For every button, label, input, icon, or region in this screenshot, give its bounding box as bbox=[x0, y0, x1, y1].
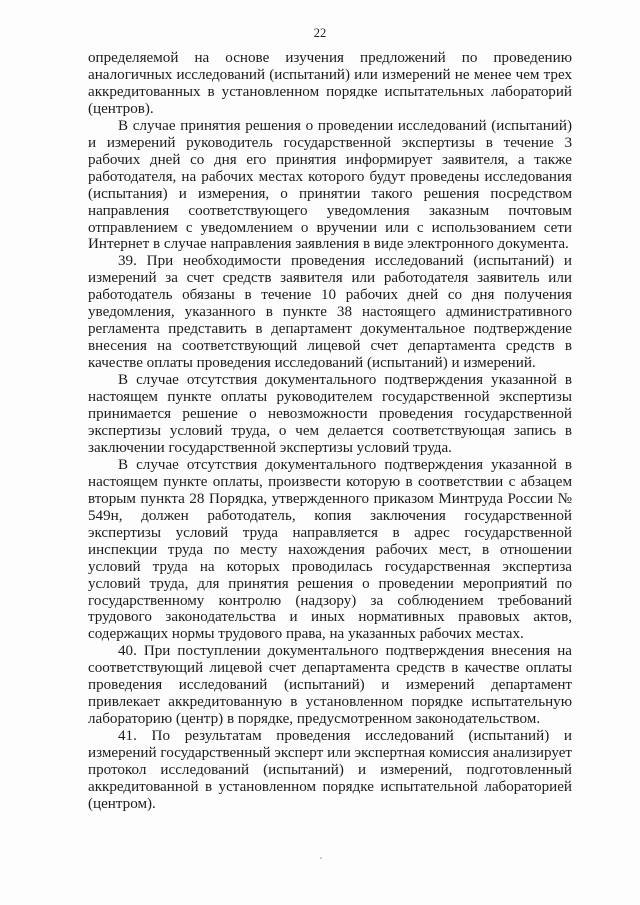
paragraph-decision-notice: В случае принятия решения о проведении исследований (испытаний) и измерений руководитель государственной экспертизы в течение 3 рабочих дней со дня его принятия информирует заявителя, а также работодателя, на рабочих местах которого будут проведены исследования (испытания) и измерения, о принятии такого решения посредством направления соответствующего уведомления заказным почтовым отправлением с уведомлением о вручении или с использованием сети Интернет в случае направления заявления в виде электронного документа. bbox=[88, 117, 572, 253]
paragraph-41: 41. По результатам проведения исследований (испытаний) и измерений государственный эксперт или экспертная комиссия анализирует протокол исследований (испытаний) и измерений, подготовленный аккредитованной в установленном порядке испытательной лабораторией (центром). bbox=[88, 728, 572, 812]
paragraph-continuation: определяемой на основе изучения предложений по проведению аналогичных исследований (испытаний) или измерений не менее чем трех аккредитованных в установленном порядке испытательных лабораторий (центров). bbox=[88, 50, 572, 117]
paragraph-no-payment-impossibility: В случае отсутствия документального подтверждения указанной в настоящем пункте оплаты руководителем государственной экспертизы принимается решение о невозможности проведения государственной экспертизы условий труда, о чем делается соответствующая запись в заключении государственной экспертизы условий труда. bbox=[88, 372, 572, 456]
paragraph-no-payment-inspection: В случае отсутствия документального подтверждения указанной в настоящем пункте оплаты, произвести которую в соответствии с абзацем вторым пункта 28 Порядка, утвержденного приказом Минтруда России № 549н, должен работодатель, копия заключения государственной экспертизы условий труда направляется в адрес государственной инспекции труда по месту нахождения рабочих мест, в отношении условий труда на которых проводилась государственная экспертиза условий труда, для принятия решения о проведении мероприятий по государственному контролю (надзору) за соблюдением требований трудового законодательства и иных нормативных правовых актов, содержащих нормы трудового права, на указанных рабочих местах. bbox=[88, 456, 572, 643]
paragraph-40: 40. При поступлении документального подтверждения внесения на соответствующий лицевой счет департамента средств в качестве оплаты проведения исследований (испытаний) и измерений департамент привлекает аккредитованную в установленном порядке испытательную лабораторию (центр) в порядке, предусмотренном законодательством. bbox=[88, 643, 572, 728]
body-text bbox=[88, 50, 572, 813]
scan-speck bbox=[320, 857, 322, 859]
page-number: 22 bbox=[313, 26, 327, 40]
paragraph-39: 39. При необходимости проведения исследований (испытаний) и измерений за счет средств заявителя или работодателя заявитель или работодатель обязаны в течение 10 рабочих дней со дня получения уведомления, указанного в пункте 38 настоящего административного регламента представить в департамент документальное подтверждение внесения на соответствующий лицевой счет департамента средств в качестве оплаты проведения исследований (испытаний) и измерений. bbox=[88, 253, 572, 372]
